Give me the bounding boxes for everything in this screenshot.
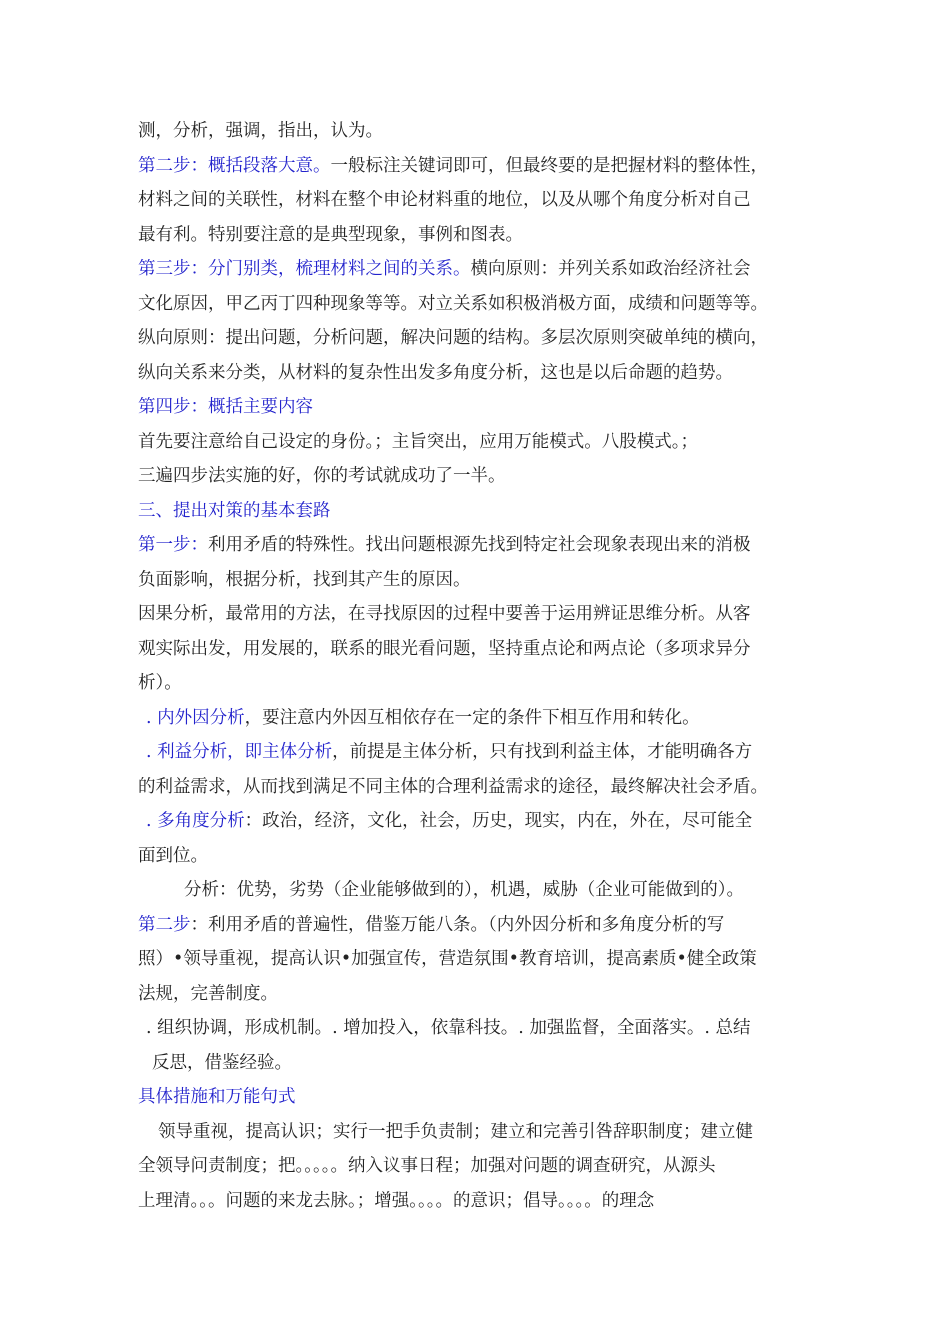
heading-segment: 第四步：概括主要内容 (138, 397, 313, 417)
text-line (138, 804, 828, 839)
body-segment: 测，分析，强调，指出，认为。 (138, 121, 383, 141)
text-line (138, 252, 828, 287)
body-segment: 横向原则：并列关系如政治经济社会 (470, 259, 751, 279)
body-segment: 纵向关系来分类，从材料的复杂性出发多角度分析，这也是以后命题的趋势。 (138, 362, 733, 383)
heading-segment: 三、提出对策的基本套路 (138, 500, 331, 521)
body-segment: 因果分析，最常用的方法，在寻找原因的过程中要善于运用辨证思维分析。从客 (138, 604, 751, 624)
body-segment: 照）•领导重视，提高认识•加强宣传，营造氛围•教育培训，提高素质•健全政策 (138, 949, 757, 969)
text-line (138, 114, 828, 149)
text-line (138, 287, 828, 322)
body-segment: 反思，借鉴经验。 (152, 1052, 292, 1073)
text-line (138, 770, 828, 805)
body-segment: . 组织协调，形成机制。. 增加投入，依靠科技。. 加强监督，全面落实。. 总结 (146, 1018, 751, 1038)
body-segment: 领导重视，提高认识；实行一把手负责制；建立和完善引咎辞职制度；建立健 (158, 1121, 753, 1142)
body-segment: 三遍四步法实施的好，你的考试就成功了一半。 (138, 466, 506, 486)
body-segment: 一般标注关键词即可，但最终要的是把握材料的整体性， (330, 155, 768, 176)
text-line (138, 321, 828, 356)
body-segment: 材料之间的关联性，材料在整个申论材料重的地位，以及从哪个角度分析对自己 (138, 190, 751, 210)
text-line (138, 942, 828, 977)
heading-segment: 第一步： (138, 535, 208, 555)
text-line (138, 1011, 828, 1046)
body-segment: 析）。 (138, 673, 182, 693)
text-line (138, 459, 828, 494)
body-segment: 观实际出发，用发展的，联系的眼光看问题，坚持重点论和两点论（多项求异分 (138, 638, 751, 659)
body-segment: 文化原因，甲乙丙丁四种现象等等。对立关系如积极消极方面，成绩和问题等等。 (138, 293, 768, 314)
body-segment: 最有利。特别要注意的是典型现象，事例和图表。 (138, 224, 523, 245)
text-line (138, 908, 828, 943)
text-line (138, 563, 828, 598)
body-segment: ：利用矛盾的普遍性，借鉴万能八条。（内外因分析和多角度分析的写 (190, 914, 725, 935)
text-line (138, 1149, 828, 1184)
body-segment: 负面影响，根据分析，找到其产生的原因。 (138, 569, 471, 590)
body-segment: 上理清。。。问题的来龙去脉。；增强。。。。的意识；倡导。。。。的理念 (138, 1190, 655, 1211)
body-segment: 法规，完善制度。 (138, 983, 278, 1004)
text-line (138, 1046, 828, 1081)
text-line (138, 425, 828, 460)
heading-segment: 第二步：概括段落大意。 (138, 155, 331, 176)
body-segment: 首先要注意给自己设定的身份。；主旨突出，应用万能模式。八股模式。； (138, 431, 698, 452)
body-segment: 全领导问责制度；把。。。。。纳入议事日程；加强对问题的调查研究，从源头 (138, 1156, 716, 1176)
text-line (138, 390, 828, 425)
text-line (138, 528, 828, 563)
body-segment: 纵向原则：提出问题，分析问题，解决问题的结构。多层次原则突破单纯的横向， (138, 328, 768, 348)
text-line (138, 1115, 828, 1150)
text-line (138, 873, 828, 908)
text-line (138, 597, 828, 632)
heading-segment: 第二步 (138, 914, 191, 935)
text-line (138, 701, 828, 736)
text-line (138, 977, 828, 1012)
document-body (138, 114, 828, 1218)
text-line (138, 356, 828, 391)
body-segment: ，要注意内外因互相依存在一定的条件下相互作用和转化。 (244, 707, 700, 728)
text-line (138, 1184, 828, 1219)
heading-segment: . 多角度分析 (146, 811, 245, 831)
text-line (138, 183, 828, 218)
body-segment: ，前提是主体分析，只有找到利益主体，才能明确各方 (332, 742, 753, 762)
body-segment: 分析：优势，劣势（企业能够做到的），机遇，威胁（企业可能做到的）。 (184, 880, 744, 900)
heading-segment: . 内外因分析 (146, 707, 245, 728)
text-line (138, 149, 828, 184)
body-segment: ：政治，经济，文化，社会，历史，现实，内在，外在，尽可能全 (244, 811, 753, 831)
heading-segment: 第三步：分门别类，梳理材料之间的关系。 (138, 259, 471, 279)
heading-segment: . 利益分析，即主体分析 (146, 742, 333, 762)
text-line (138, 666, 828, 701)
heading-segment: 具体措施和万能句式 (138, 1087, 296, 1107)
text-line (138, 839, 828, 874)
text-line (138, 1080, 828, 1115)
text-line (138, 218, 828, 253)
body-segment: 利用矛盾的特殊性。找出问题根源先找到特定社会现象表现出来的消极 (208, 535, 751, 555)
text-line (138, 735, 828, 770)
text-line (138, 494, 828, 529)
text-line (138, 632, 828, 667)
body-segment: 的利益需求，从而找到满足不同主体的合理利益需求的途径，最终解决社会矛盾。 (138, 776, 768, 797)
body-segment: 面到位。 (138, 845, 208, 866)
